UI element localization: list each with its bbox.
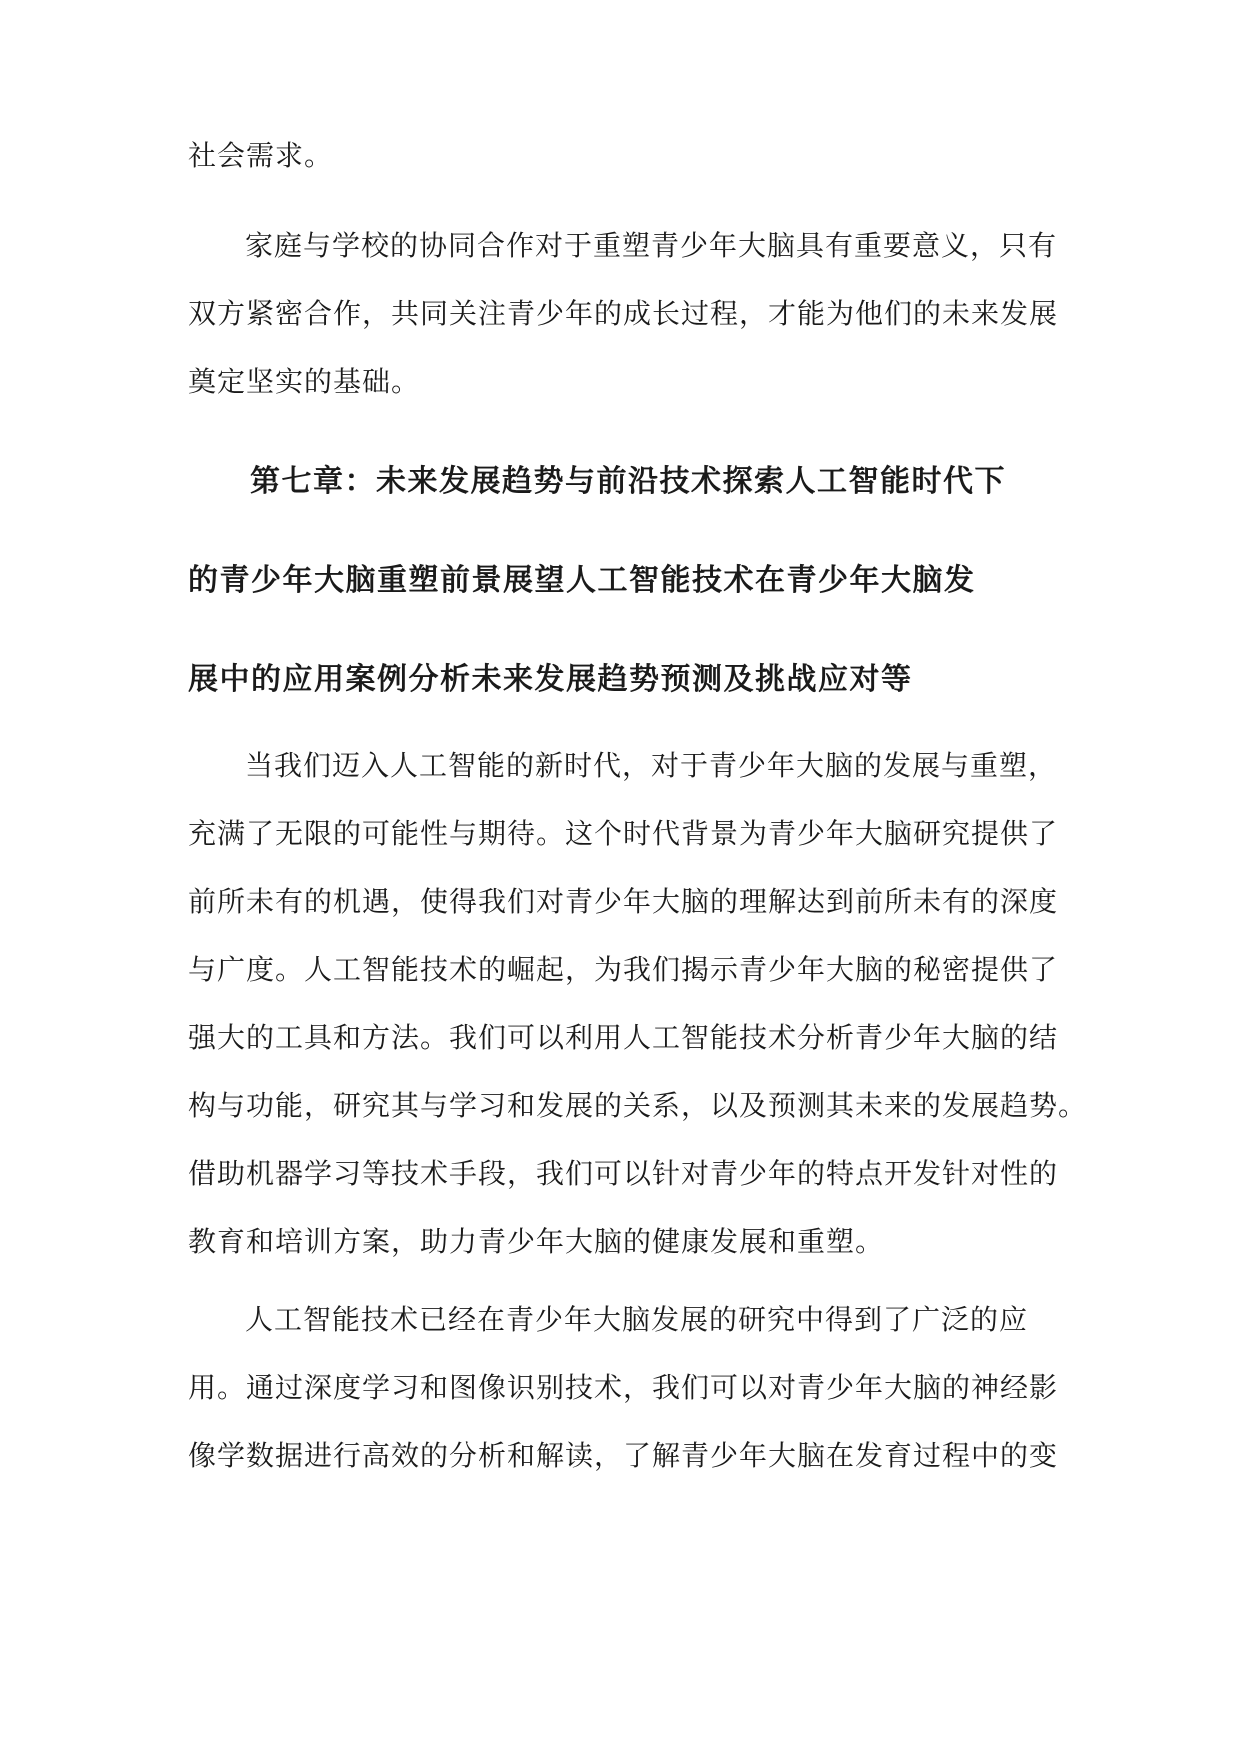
heading-line: 的青少年大脑重塑前景展望人工智能技术在青少年大脑发 xyxy=(188,563,976,598)
text-line: 家庭与学校的协同合作对于重塑青少年大脑具有重要意义，只有 xyxy=(245,229,1058,262)
text-line: 奠定坚实的基础。 xyxy=(188,365,421,398)
text-line: 借助机器学习等技术手段，我们可以针对青少年的特点开发针对性的 xyxy=(188,1157,1059,1190)
text-line: 前所未有的机遇，使得我们对青少年大脑的理解达到前所未有的深度 xyxy=(188,885,1059,918)
text-line: 双方紧密合作，共同关注青少年的成长过程，才能为他们的未来发展 xyxy=(188,297,1059,330)
text-line: 充满了无限的可能性与期待。这个时代背景为青少年大脑研究提供了 xyxy=(188,817,1059,850)
text-line: 强大的工具和方法。我们可以利用人工智能技术分析青少年大脑的结 xyxy=(188,1021,1059,1054)
text-line: 用。通过深度学习和图像识别技术，我们可以对青少年大脑的神经影 xyxy=(188,1371,1059,1404)
text-line: 构与功能，研究其与学习和发展的关系，以及预测其未来的发展趋势。 xyxy=(188,1089,1088,1122)
text-line: 像学数据进行高效的分析和解读，了解青少年大脑在发育过程中的变 xyxy=(188,1439,1059,1472)
heading-line: 展中的应用案例分析未来发展趋势预测及挑战应对等 xyxy=(188,662,913,697)
text-line: 当我们迈入人工智能的新时代，对于青少年大脑的发展与重塑， xyxy=(245,749,1058,782)
heading-line: 第七章：未来发展趋势与前沿技术探索人工智能时代下 xyxy=(250,464,1006,499)
text-line: 社会需求。 xyxy=(188,139,334,172)
text-line: 人工智能技术已经在青少年大脑发展的研究中得到了广泛的应 xyxy=(245,1303,1029,1336)
text-line: 与广度。人工智能技术的崛起，为我们揭示青少年大脑的秘密提供了 xyxy=(188,953,1059,986)
text-line: 教育和培训方案，助力青少年大脑的健康发展和重塑。 xyxy=(188,1225,885,1258)
